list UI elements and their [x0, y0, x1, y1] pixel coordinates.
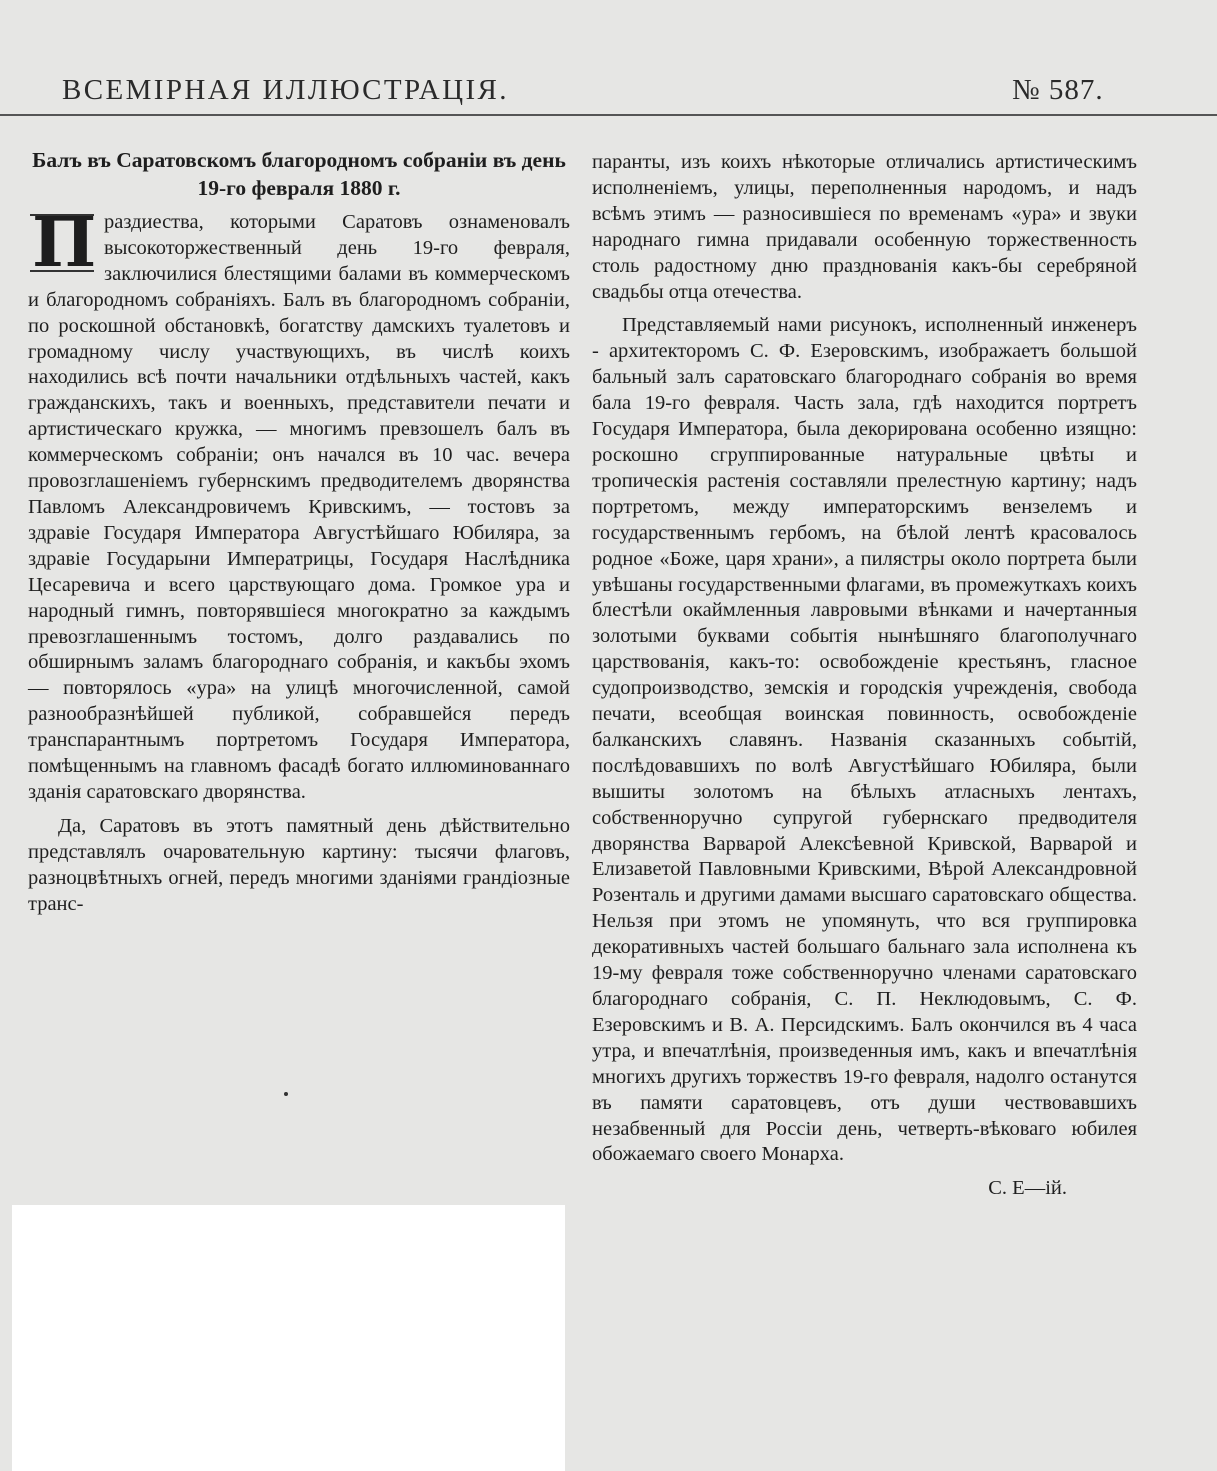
- right-column: [592, 150, 1137, 1202]
- paragraph-2-start: Да, Саратовъ въ этотъ памятный день дѣйствительно представлялъ очаровательную картину: тысячи флаговъ, разноцвѣтныхъ огней, передъ многими зданiями грандiозные транс-: [28, 814, 570, 915]
- blank-region: [12, 1205, 565, 1471]
- drop-cap-letter: П: [32, 203, 97, 283]
- author-signature: С. Е—iй.: [988, 1177, 1067, 1200]
- left-column: [28, 146, 570, 925]
- paragraph-1-text: раздиества, которыми Саратовъ ознаменовалъ высокоторжественный день 19-го февраля, заключилися блестящими балами въ коммерческомъ и благородномъ собранiяхъ. Балъ въ благородномъ собранiи, по роскошной обстановкѣ, богатству дамскихъ туалетовъ и громадному числу участвующихъ, въ числѣ коихъ находились всѣ почти начальники отдѣльныхъ частей, какъ гражданскихъ, такъ и военныхъ, представители печати и артистическаго кружка, — многимъ превзошелъ балъ въ коммерческомъ собранiи; онъ начался въ 10 час. вечера провозглашенiемъ губернскимъ предводителемъ дворянства Павломъ Александровичемъ Кривскимъ, — тостовъ за здравiе Государя Императора Августѣйшаго Юбиляра, за здравiе Государыни Императрицы, Государя Наслѣдника Цесаревича и всего царствующаго дома. Громкое ура и народный гимнъ, повторявшiеся многократно за каждымъ превозглашеннымъ тостомъ, долго раздавались по обширнымъ заламъ благороднаго собранiя, и какъбы эхомъ — повторялось «ура» на улицѣ многочисленной, самой разнообразнѣйшей публикой, собравшейся передъ транспарантнымъ портретомъ Государя Императора, помѣщеннымъ на главномъ фасадѣ богато иллюминованнаго зданiя саратовскаго дворянства.: [28, 211, 570, 803]
- article-title: Балъ въ Саратовскомъ благородномъ собранiи въ день 19-го февраля 1880 г.: [32, 148, 566, 200]
- paragraph-2-continued: паранты, изъ коихъ нѣкоторые отличались артистическимъ исполненiемъ, улицы, переполненныя народомъ, и надъ всѣмъ этимъ — разносившiеся по временамъ «ура» и звуки народнаго гимна придавали особенную торжественность столь радостному дню празднованiя какъ-бы серебряной свадьбы отца отечества.: [592, 151, 1137, 303]
- printer-speck: [284, 1092, 288, 1096]
- paragraph-1: [28, 203, 570, 806]
- issue-number: № 587.: [1012, 74, 1104, 106]
- masthead-title: ВСЕМIРНАЯ ИЛЛЮСТРАЦIЯ.: [62, 74, 509, 106]
- page-header: [0, 0, 1217, 118]
- header-rule: [0, 114, 1217, 116]
- paragraph-3: Представляемый нами рисунокъ, исполненный инженеръ - архитекторомъ С. Ф. Езеровскимъ, изображаетъ большой бальный залъ саратовскаго благороднаго собранiя во время бала 19-го февраля. Часть зала, гдѣ находится портретъ Государя Императора, была декорирована особенно изящно: роскошно сгруппированные натуральные цвѣты и тропическiя растенiя составляли прелестную картину; надъ портретомъ, между императорскимъ вензелемъ и государственнымъ гербомъ, на бѣлой лентѣ красовалось родное «Боже, царя храни», а пилястры около портрета были увѣшаны государственными флагами, въ промежуткахъ коихъ блестѣли окаймленныя лавровыми вѣнками и начертанныя золотыми буквами событiя нынѣшняго благополучнаго царствованiя, какъ-то: освобожденiе крестьянъ, гласное судопроизводство, земскiя и городскiя учрежденiя, свобода печати, всеобщая воинская повинность, освобожденiе балканскихъ славянъ. Названiя сказанныхъ событiй, послѣдовавшихъ по волѣ Августѣйшаго Юбиляра, были вышиты золотомъ на бѣлыхъ атласныхъ лентахъ, собственноручно супругой губернскаго предводителя дворянства Варварой Алексѣевной Кривской, Варварой и Елизаветой Павловными Кривскими, Вѣрой Александровной Розенталь и другими дамами высшаго саратовскаго общества. Нельзя при этомъ не упомянуть, что вся группировка декоративныхъ частей большаго бальнаго зала исполнена къ 19-му февраля тоже собственноручно членами саратовскаго благороднаго собранiя, С. П. Неклюдовымъ, С. Ф. Езеровскимъ и В. А. Персидскимъ. Балъ окончился въ 4 часа утра, и впечатлѣнiя, произведенныя имъ, какъ и впечатлѣнiя многихъ другихъ торжествъ 19-го февраля, надолго останутся въ памяти саратовцевъ, отъ души чествовавшихъ незабвенный для Россiи день, четверть-вѣковаго юбилея обожаемаго своего Монарха.: [592, 314, 1137, 1166]
